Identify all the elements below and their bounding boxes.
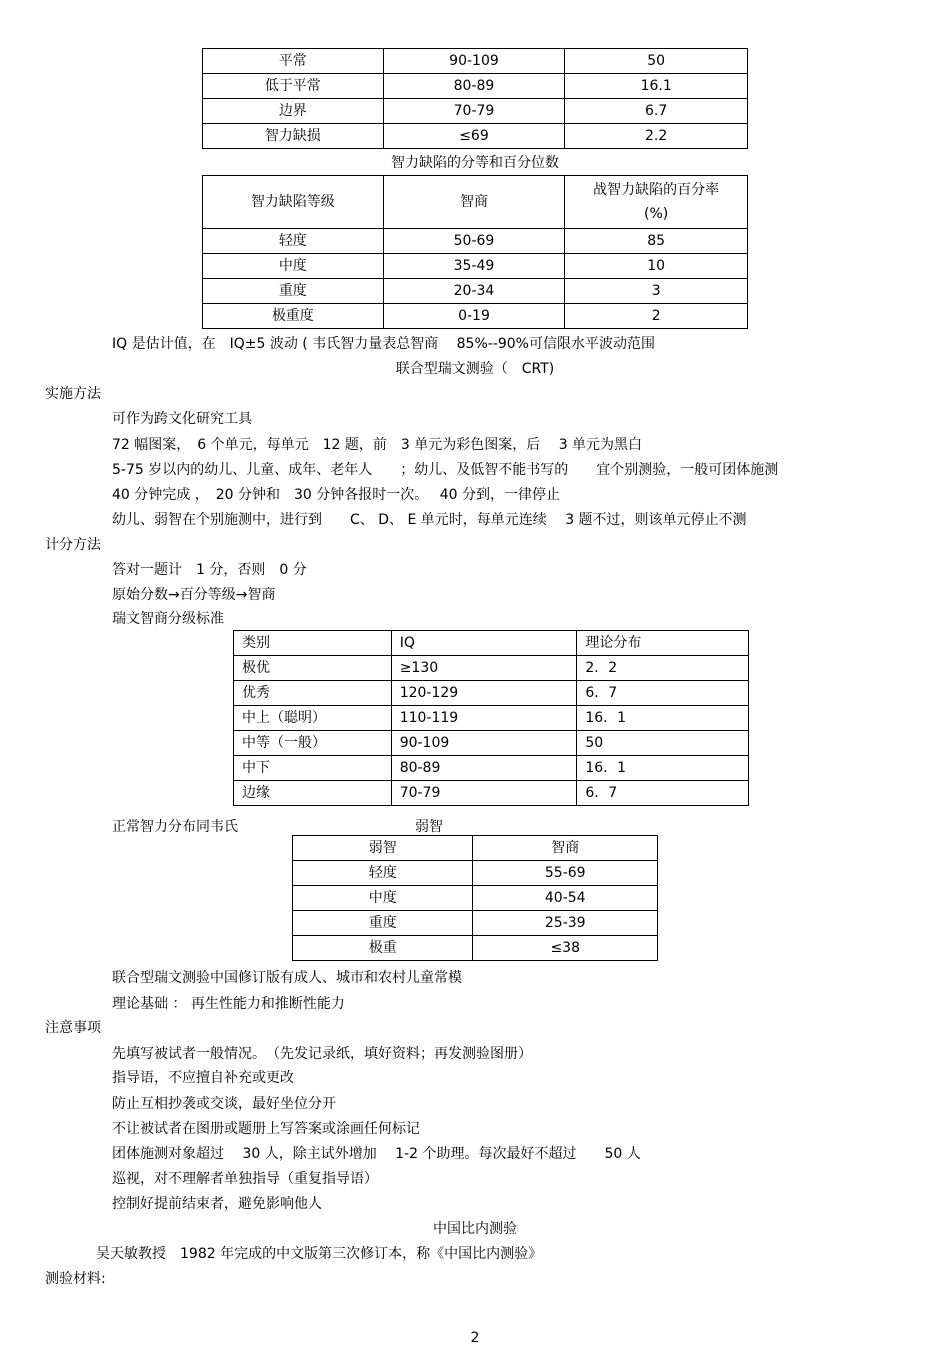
iq-distribution-table [202, 48, 748, 149]
table-cell: 极优 [234, 656, 392, 681]
intellectual-disability-table [202, 175, 748, 329]
table-cell: ≥130 [391, 656, 577, 681]
table-cell: 80-89 [391, 756, 577, 781]
table-cell: 50 [577, 731, 749, 756]
table-cell: 16．1 [577, 706, 749, 731]
table-cell: 35-49 [383, 254, 565, 279]
header-line: 战智力缺陷的百分率 [593, 182, 720, 198]
iq-note: IQ 是估计值，在 IQ±5 波动 ( 韦氏智力量表总智商 85%--90%可信限水平波动范围 [112, 336, 655, 352]
table-cell: 70-79 [391, 781, 577, 806]
column-header: 智商 [383, 176, 565, 229]
table-cell: 中度 [293, 886, 473, 911]
table-cell: 90-109 [391, 731, 577, 756]
text-line: 防止互相抄袭或交谈，最好坐位分开 [112, 1096, 336, 1112]
table-row [234, 706, 749, 731]
table-cell: 25-39 [473, 911, 658, 936]
header-line: (%) [644, 206, 669, 222]
mental-retardation-table [292, 835, 658, 961]
column-header: 智力缺陷等级 [203, 176, 384, 229]
table-cell: 轻度 [293, 861, 473, 886]
table-cell: 85 [565, 229, 748, 254]
text-line: 团体施测对象超过 30 人，除主试外增加 1-2 个助理。每次最好不超过 50 人 [112, 1146, 641, 1162]
table-cell: 2.2 [565, 124, 748, 149]
table-cell: 110-119 [391, 706, 577, 731]
table-row [234, 656, 749, 681]
table-header-row [234, 631, 749, 656]
table-cell: 6.7 [565, 99, 748, 124]
table-row [203, 49, 748, 74]
table-cell: 55-69 [473, 861, 658, 886]
table-row [203, 229, 748, 254]
table-cell: 120-129 [391, 681, 577, 706]
table-row [293, 911, 658, 936]
column-header [565, 176, 748, 229]
table-cell: 中上（聪明） [234, 706, 392, 731]
table-cell: 优秀 [234, 681, 392, 706]
table-cell: 20-34 [383, 279, 565, 304]
table-cell: 16．1 [577, 756, 749, 781]
text-line: 原始分数→百分等级→智商 [112, 587, 276, 603]
page-number: 2 [470, 1330, 480, 1346]
table-cell: 80-89 [383, 74, 565, 99]
table-cell: 6．7 [577, 681, 749, 706]
table-cell: 智力缺损 [203, 124, 384, 149]
column-header: 弱智 [293, 836, 473, 861]
text-line: 72 幅图案， 6 个单元，每单元 12 题，前 3 单元为彩色图案，后 3 单元为黑白 [112, 437, 643, 453]
table-cell: 6．7 [577, 781, 749, 806]
table-row [293, 861, 658, 886]
table-cell: 极重 [293, 936, 473, 961]
table-cell: 中下 [234, 756, 392, 781]
table-cell: 40-54 [473, 886, 658, 911]
text-line: 不让被试者在图册或题册上写答案或涂画任何标记 [112, 1121, 420, 1137]
table-cell: 边缘 [234, 781, 392, 806]
text-line: 5-75 岁以内的幼儿、儿童、成年、老年人 ；幼儿、及低智不能书写的 宜个别测验，一般可团体施测 [112, 462, 779, 478]
table-header-row [293, 836, 658, 861]
table-cell: 平常 [203, 49, 384, 74]
text-line: 先填写被试者一般情况。 （先发记录纸，填好资料；再发测验图册） [112, 1046, 532, 1062]
table-cell: 3 [565, 279, 748, 304]
table-cell: 中等（一般） [234, 731, 392, 756]
table-cell: 重度 [293, 911, 473, 936]
table-row [234, 731, 749, 756]
text-line: 吴天敏教授 1982 年完成的中文版第三次修订本，称《中国比内测验》 [96, 1246, 543, 1262]
text-line: 答对一题计 1 分，否则 0 分 [112, 562, 307, 578]
table-cell: 70-79 [383, 99, 565, 124]
text-line: 联合型瑞文测验中国修订版有成人、城市和农村儿童常模 [112, 970, 462, 986]
table-cell: 2．2 [577, 656, 749, 681]
section-title: 中国比内测验 [433, 1221, 517, 1237]
table-cell: 轻度 [203, 229, 384, 254]
table-cell: 低于平常 [203, 74, 384, 99]
table-row [293, 936, 658, 961]
section-heading: 测验材料: [45, 1271, 106, 1287]
column-header: 类别 [234, 631, 392, 656]
table-cell: 16.1 [565, 74, 748, 99]
table-row [203, 304, 748, 329]
table-caption: 智力缺陷的分等和百分位数 [391, 155, 559, 171]
table-cell: 边界 [203, 99, 384, 124]
table-row [203, 74, 748, 99]
column-header: 理论分布 [577, 631, 749, 656]
table-row [234, 756, 749, 781]
section-heading: 计分方法 [45, 537, 101, 553]
text-line: 控制好提前结束者，避免影响他人 [112, 1196, 322, 1212]
table-cell: 极重度 [203, 304, 384, 329]
table-cell: 50 [565, 49, 748, 74]
table-cell: 重度 [203, 279, 384, 304]
text-line: 瑞文智商分级标准 [112, 611, 224, 627]
table-row [203, 99, 748, 124]
table-cell: ≤69 [383, 124, 565, 149]
table-cell: 50-69 [383, 229, 565, 254]
table-row [203, 124, 748, 149]
table-cell: 中度 [203, 254, 384, 279]
table-row [293, 886, 658, 911]
section-heading: 实施方法 [45, 386, 101, 402]
column-header: 智商 [473, 836, 658, 861]
table-row [234, 681, 749, 706]
text-line: 巡视，对不理解者单独指导（重复指导语） [112, 1171, 378, 1187]
table-cell: 90-109 [383, 49, 565, 74]
table-cell: 2 [565, 304, 748, 329]
table-row [203, 279, 748, 304]
text-line: 指导语，不应擅自补充或更改 [112, 1070, 294, 1086]
table-cell: ≤38 [473, 936, 658, 961]
table-cell: 0-19 [383, 304, 565, 329]
table-caption: 弱智 [415, 819, 443, 835]
text-line: 40 分钟完成 ， 20 分钟和 30 分钟各报时一次。 40 分到，一律停止 [112, 487, 560, 503]
text-line: 可作为跨文化研究工具 [112, 411, 252, 427]
section-heading: 注意事项 [45, 1020, 101, 1036]
section-title: 联合型瑞文测验（ CRT) [395, 361, 555, 377]
raven-iq-grade-table [233, 630, 749, 806]
table-cell: 10 [565, 254, 748, 279]
text-line: 幼儿、弱智在个别施测中，进行到 C、 D、 E 单元时，每单元连续 3 题不过，则该单元停止不测 [112, 512, 747, 528]
column-header: IQ [391, 631, 577, 656]
table-header-row [203, 176, 748, 229]
table-row [203, 254, 748, 279]
text-line: 正常智力分布同韦氏 [112, 819, 238, 835]
table-row [234, 781, 749, 806]
text-line: 理论基础 ： 再生性能力和推断性能力 [112, 996, 345, 1012]
